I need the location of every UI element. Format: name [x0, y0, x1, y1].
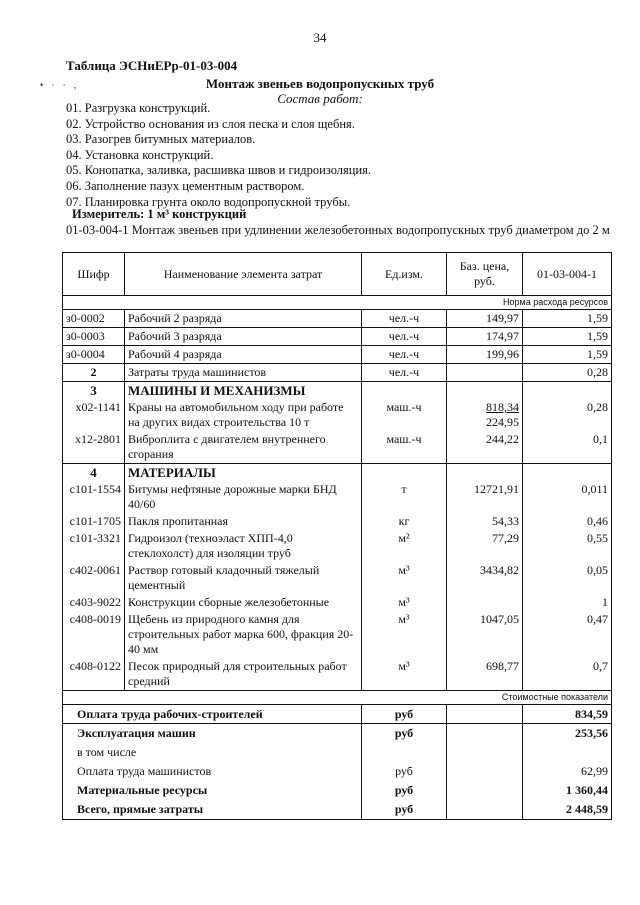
- row-unit: м³: [362, 594, 447, 611]
- row-name: Затраты труда машинистов: [125, 364, 362, 382]
- work-item: 07. Планировка грунта около водопропускной трубы.: [66, 194, 351, 209]
- cost-table: [62, 252, 612, 820]
- row-norm: 1,59: [523, 310, 612, 328]
- row-price: 149,97: [447, 310, 523, 328]
- row-unit: кг: [362, 513, 447, 530]
- total-unit: руб: [362, 705, 447, 724]
- row-price: 3434,82: [447, 562, 523, 594]
- row-name: Щебень из природного камня для строительных работ марка 600, фракция 20-40 мм: [125, 611, 362, 658]
- row-unit: чел.-ч: [362, 310, 447, 328]
- table-row: [63, 328, 612, 346]
- header-price: Баз. цена, руб.: [447, 253, 523, 296]
- row-name: Рабочий 4 разряда: [125, 346, 362, 364]
- row-name: Пакля пропитанная: [125, 513, 362, 530]
- row-price: [447, 594, 523, 611]
- price-main: 818,34: [486, 400, 519, 414]
- row-price: 12721,91: [447, 481, 523, 513]
- row-unit: м³: [362, 562, 447, 594]
- row-price: 698,77: [447, 658, 523, 691]
- band-cost-label: Стоимостные показатели: [63, 691, 612, 705]
- row-name: Песок природный для строительных работ средний: [125, 658, 362, 691]
- section-number: 3: [63, 382, 125, 400]
- row-norm: 1,59: [523, 346, 612, 364]
- page-number: 34: [313, 30, 327, 45]
- row-price: 77,29: [447, 530, 523, 562]
- row-norm: 0,47: [523, 611, 612, 658]
- section-title: МАШИНЫ И МЕХАНИЗМЫ: [125, 382, 362, 400]
- work-item: 06. Заполнение пазух цементным раствором.: [66, 178, 305, 193]
- total-unit: руб: [362, 724, 447, 744]
- row-unit: м³: [362, 611, 447, 658]
- work-list: [66, 101, 371, 210]
- total-label: Материальные ресурсы: [63, 781, 362, 800]
- table-header-row: [63, 253, 612, 296]
- work-item: 03. Разогрев битумных материалов.: [66, 132, 256, 147]
- row-norm: 0,7: [523, 658, 612, 691]
- row-norm: 0,46: [523, 513, 612, 530]
- total-label: Оплата труда рабочих-строителей: [63, 705, 362, 724]
- table-title: Монтаж звеньев водопропускных труб: [205, 76, 435, 91]
- row-price: [447, 399, 523, 431]
- row-code: с408-0019: [63, 611, 125, 658]
- row-name: Конструкции сборные железобетонные: [125, 594, 362, 611]
- band-norm-label: Норма расхода ресурсов: [63, 296, 612, 310]
- work-item: 02. Устройство основания из слоя песка и слоя щебня.: [66, 116, 355, 131]
- table-row: [63, 513, 612, 530]
- total-row: [63, 762, 612, 781]
- scan-specks: • · · ,: [40, 80, 80, 90]
- total-row: [63, 781, 612, 800]
- row-code: з0-0004: [63, 346, 125, 364]
- total-row: [63, 743, 612, 762]
- table-row: [63, 530, 612, 562]
- section-row: [63, 382, 612, 400]
- row-unit: чел.-ч: [362, 364, 447, 382]
- measure-unit: Измеритель: 1 м³ конструкций: [72, 207, 247, 221]
- table-row: [63, 594, 612, 611]
- row-norm: 1,59: [523, 328, 612, 346]
- table-row: [63, 346, 612, 364]
- row-code: х12-2801: [63, 431, 125, 464]
- row-code: с101-1705: [63, 513, 125, 530]
- including-label: в том числе: [63, 743, 362, 762]
- section-number: 4: [63, 464, 125, 482]
- row-name: Рабочий 3 разряда: [125, 328, 362, 346]
- table-row: [63, 481, 612, 513]
- total-row: [63, 724, 612, 744]
- total-row: [63, 800, 612, 820]
- table-row: [63, 431, 612, 464]
- table-row: [63, 562, 612, 594]
- total-row: [63, 705, 612, 724]
- work-item: 01. Разгрузка конструкций.: [66, 101, 211, 115]
- row-code: с408-0122: [63, 658, 125, 691]
- row-price: 1047,05: [447, 611, 523, 658]
- total-unit: руб: [362, 800, 447, 820]
- row-code: с403-9022: [63, 594, 125, 611]
- row-code: з0-0002: [63, 310, 125, 328]
- row-price: 54,33: [447, 513, 523, 530]
- total-label: Всего, прямые затраты: [63, 800, 362, 820]
- row-code: 2: [63, 364, 125, 382]
- row-name: Рабочий 2 разряда: [125, 310, 362, 328]
- header-code: Шифр: [63, 253, 125, 296]
- row-norm: 0,05: [523, 562, 612, 594]
- total-value: 2 448,59: [523, 800, 612, 820]
- table-row: [63, 310, 612, 328]
- row-code: с402-0061: [63, 562, 125, 594]
- row-norm: 0,55: [523, 530, 612, 562]
- row-name: Битумы нефтяные дорожные марки БНД 40/60: [125, 481, 362, 513]
- total-value: 253,56: [523, 724, 612, 744]
- header-name: Наименование элемента затрат: [125, 253, 362, 296]
- row-norm: 1: [523, 594, 612, 611]
- header-norm: 01-03-004-1: [523, 253, 612, 296]
- total-value: 62,99: [523, 762, 612, 781]
- row-name: Краны на автомобильном ходу при работе на других видах строительства 10 т: [125, 399, 362, 431]
- band-row: [63, 691, 612, 705]
- row-unit: чел.-ч: [362, 346, 447, 364]
- work-heading: Состав работ:: [277, 91, 363, 106]
- row-unit: маш.-ч: [362, 431, 447, 464]
- row-code: с101-3321: [63, 530, 125, 562]
- row-norm: 0,28: [523, 399, 612, 431]
- row-norm: 0,011: [523, 481, 612, 513]
- row-code: с101-1554: [63, 481, 125, 513]
- row-norm: 0,1: [523, 431, 612, 464]
- table-row: [63, 364, 612, 382]
- table-row: [63, 399, 612, 431]
- row-unit: маш.-ч: [362, 399, 447, 431]
- work-item: 04. Установка конструкций.: [66, 147, 214, 162]
- total-value: 834,59: [523, 705, 612, 724]
- row-price: 174,97: [447, 328, 523, 346]
- table-code: Таблица ЭСНиЕРр-01-03-004: [66, 58, 238, 73]
- total-label: Эксплуатация машин: [63, 724, 362, 744]
- row-price: 244,22: [447, 431, 523, 464]
- row-code: х02-1141: [63, 399, 125, 431]
- item-subtitle: 01-03-004-1 Монтаж звеньев при удлинении железобетонных водопропускных труб диаметром до 2 м: [66, 223, 610, 237]
- row-name: Гидроизол (техноэласт ХПП-4,0 стеклохолст) для изоляции труб: [125, 530, 362, 562]
- row-unit: т: [362, 481, 447, 513]
- price-secondary: 224,95: [486, 415, 519, 429]
- section-title: МАТЕРИАЛЫ: [125, 464, 362, 482]
- total-label: Оплата труда машинистов: [63, 762, 362, 781]
- row-norm: 0,28: [523, 364, 612, 382]
- work-item: 05. Конопатка, заливка, расшивка швов и гидроизоляция.: [66, 163, 372, 178]
- row-price: 199,96: [447, 346, 523, 364]
- total-unit: руб: [362, 762, 447, 781]
- row-name: Раствор готовый кладочный тяжелый цементный: [125, 562, 362, 594]
- row-unit: чел.-ч: [362, 328, 447, 346]
- row-code: з0-0003: [63, 328, 125, 346]
- table-row: [63, 658, 612, 691]
- header-unit: Ед.изм.: [362, 253, 447, 296]
- band-row: [63, 296, 612, 310]
- row-unit: м²: [362, 530, 447, 562]
- section-row: [63, 464, 612, 482]
- total-unit: руб: [362, 781, 447, 800]
- table-row: [63, 611, 612, 658]
- row-unit: м³: [362, 658, 447, 691]
- row-name: Виброплита с двигателем внутреннего сгорания: [125, 431, 362, 464]
- total-value: 1 360,44: [523, 781, 612, 800]
